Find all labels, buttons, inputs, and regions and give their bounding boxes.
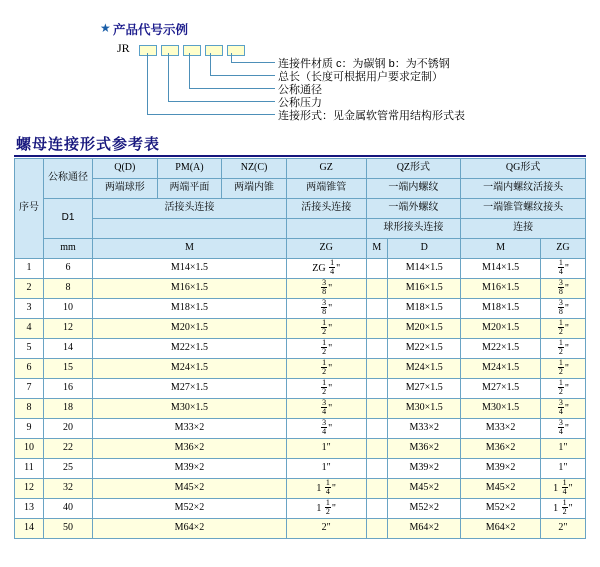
header-unit-m: M (93, 239, 287, 259)
cell-seq: 1 (15, 259, 44, 279)
cell-dn: 6 (44, 259, 93, 279)
callout-nominal-diameter: 公称通径 (278, 84, 322, 96)
cell-qz-m (366, 419, 388, 439)
cell-qz-m (366, 279, 388, 299)
cell-seq: 9 (15, 419, 44, 439)
cell-qg-m: M20×1.5 (461, 319, 541, 339)
star-icon: ★ (100, 21, 111, 35)
header-unit-qg-zg: ZG (540, 239, 585, 259)
cell-qz-d: M18×1.5 (388, 299, 461, 319)
header-spacer-gz (286, 219, 366, 239)
cell-qz-m (366, 499, 388, 519)
cell-gz: 1" (286, 459, 366, 479)
nut-connection-table (14, 158, 586, 539)
header-group-qd-code: Q(D) (93, 159, 158, 179)
code-box-2 (161, 45, 179, 56)
table-row (15, 459, 586, 479)
cell-qg-zg: $\frac{3}{8}$ " (540, 279, 585, 299)
cell-qg-m: M39×2 (461, 459, 541, 479)
cell-qd: M36×2 (93, 439, 287, 459)
header-unit-qg-m: M (461, 239, 541, 259)
cell-seq: 6 (15, 359, 44, 379)
header-nz-line2: 两端内锥 (222, 179, 287, 199)
cell-qz-m (366, 439, 388, 459)
table-header-row-3 (15, 199, 586, 219)
table-row (15, 279, 586, 299)
callout-connection-type: 连接形式：见金属软管常用结构形式表 (278, 110, 465, 122)
header-seq: 序号 (15, 159, 44, 259)
cell-seq: 3 (15, 299, 44, 319)
cell-seq: 10 (15, 439, 44, 459)
header-unit-qz-m: M (366, 239, 388, 259)
table-row (15, 479, 586, 499)
table-header-row-1 (15, 159, 586, 179)
table-row (15, 339, 586, 359)
header-group-qz-code: QZ形式 (366, 159, 461, 179)
cell-dn: 25 (44, 459, 93, 479)
leader-line-1 (147, 53, 148, 114)
cell-seq: 7 (15, 379, 44, 399)
cell-qg-m: M64×2 (461, 519, 541, 539)
cell-qz-m (366, 479, 388, 499)
callout-nominal-pressure: 公称压力 (278, 97, 322, 109)
cell-qg-zg: 1 $\frac{1}{2}$ " (540, 499, 585, 519)
cell-gz: ZG $\frac{1}{4}$ " (286, 259, 366, 279)
cell-qz-d: M36×2 (388, 439, 461, 459)
cell-qd: M22×1.5 (93, 339, 287, 359)
code-box-4 (205, 45, 223, 56)
cell-gz: $\frac{3}{8}$ " (286, 299, 366, 319)
cell-qg-m: M33×2 (461, 419, 541, 439)
cell-qg-m: M27×1.5 (461, 379, 541, 399)
cell-qz-d: M33×2 (388, 419, 461, 439)
cell-qz-d: M22×1.5 (388, 339, 461, 359)
cell-seq: 8 (15, 399, 44, 419)
cell-qz-d: M14×1.5 (388, 259, 461, 279)
cell-qz-d: M30×1.5 (388, 399, 461, 419)
header-dn: 公称通径 (44, 159, 93, 199)
cell-qg-m: M52×2 (461, 499, 541, 519)
cell-qg-m: M18×1.5 (461, 299, 541, 319)
table-header-row-4 (15, 219, 586, 239)
header-gz-line2: 两端锥管 (286, 179, 366, 199)
header-spacer (93, 219, 287, 239)
cell-qz-d: M27×1.5 (388, 379, 461, 399)
cell-dn: 20 (44, 419, 93, 439)
header-qg-line3: 一端锥管螺纹接头 (461, 199, 586, 219)
callout-total-length: 总长（长度可根据用户要求定制） (278, 71, 443, 83)
cell-qg-zg: 2" (540, 519, 585, 539)
header-merged-left: 活接头连接 (93, 199, 287, 219)
header-group-gz-code: GZ (286, 159, 366, 179)
cell-qg-zg: $\frac{3}{8}$ " (540, 299, 585, 319)
cell-dn: 32 (44, 479, 93, 499)
code-box-1 (139, 45, 157, 56)
cell-dn: 40 (44, 499, 93, 519)
cell-qg-m: M14×1.5 (461, 259, 541, 279)
cell-qg-m: M16×1.5 (461, 279, 541, 299)
cell-qz-d: M24×1.5 (388, 359, 461, 379)
leader-h-4 (210, 75, 275, 76)
header-qz-line3: 一端外螺纹 (366, 199, 461, 219)
cell-dn: 22 (44, 439, 93, 459)
cell-qz-d: M39×2 (388, 459, 461, 479)
cell-gz: $\frac{1}{2}$ " (286, 359, 366, 379)
cell-qg-m: M30×1.5 (461, 399, 541, 419)
table-row (15, 439, 586, 459)
leader-line-5 (231, 53, 232, 62)
header-qd-line2: 两端球形 (93, 179, 158, 199)
cell-qg-m: M36×2 (461, 439, 541, 459)
cell-dn: 18 (44, 399, 93, 419)
cell-qd: M39×2 (93, 459, 287, 479)
cell-qz-m (366, 459, 388, 479)
leader-line-3 (189, 53, 190, 88)
cell-qg-zg: $\frac{1}{4}$ " (540, 259, 585, 279)
code-box-5 (227, 45, 245, 56)
header-merged-qg: 连接 (461, 219, 586, 239)
header-d1: D1 (44, 199, 93, 239)
cell-qd: M33×2 (93, 419, 287, 439)
cell-qd: M18×1.5 (93, 299, 287, 319)
cell-seq: 14 (15, 519, 44, 539)
cell-seq: 4 (15, 319, 44, 339)
cell-gz: $\frac{1}{2}$ " (286, 379, 366, 399)
header-unit-zg: ZG (286, 239, 366, 259)
cell-dn: 16 (44, 379, 93, 399)
cell-qz-d: M64×2 (388, 519, 461, 539)
header-merged-gz: 活接头连接 (286, 199, 366, 219)
cell-gz: $\frac{3}{4}$ " (286, 419, 366, 439)
cell-seq: 12 (15, 479, 44, 499)
cell-qz-m (366, 519, 388, 539)
cell-gz: $\frac{3}{8}$ " (286, 279, 366, 299)
table-row (15, 399, 586, 419)
cell-qg-zg: 1" (540, 459, 585, 479)
code-boxes (139, 43, 249, 61)
cell-qg-zg: $\frac{1}{2}$ " (540, 339, 585, 359)
table-row (15, 379, 586, 399)
table-header-row-2 (15, 179, 586, 199)
cell-gz: 1 $\frac{1}{4}$ " (286, 479, 366, 499)
code-box-3 (183, 45, 201, 56)
cell-qd: M52×2 (93, 499, 287, 519)
cell-qg-m: M45×2 (461, 479, 541, 499)
cell-gz: $\frac{3}{4}$ " (286, 399, 366, 419)
header-unit-qz-d: D (388, 239, 461, 259)
cell-qd: M20×1.5 (93, 319, 287, 339)
table-row (15, 319, 586, 339)
cell-qg-m: M22×1.5 (461, 339, 541, 359)
cell-qd: M64×2 (93, 519, 287, 539)
page-title: 螺母连接形式参考表 (16, 136, 161, 153)
cell-qz-d: M52×2 (388, 499, 461, 519)
table-row (15, 359, 586, 379)
table-row (15, 519, 586, 539)
cell-qg-zg: 1" (540, 439, 585, 459)
cell-dn: 12 (44, 319, 93, 339)
table-row (15, 419, 586, 439)
cell-seq: 13 (15, 499, 44, 519)
cell-gz: 2" (286, 519, 366, 539)
cell-qz-d: M16×1.5 (388, 279, 461, 299)
cell-dn: 8 (44, 279, 93, 299)
cell-qg-zg: $\frac{3}{4}$ " (540, 399, 585, 419)
cell-gz: $\frac{1}{2}$ " (286, 319, 366, 339)
header-qg-line2: 一端内螺纹活接头 (461, 179, 586, 199)
title-divider (14, 155, 586, 157)
cell-qd: M45×2 (93, 479, 287, 499)
header-group-pm-code: PM(A) (157, 159, 222, 179)
cell-gz: 1" (286, 439, 366, 459)
table-header-row-5 (15, 239, 586, 259)
product-code-legend (0, 0, 600, 130)
header-qz-line2: 一端内螺纹 (366, 179, 461, 199)
cell-qd: M14×1.5 (93, 259, 287, 279)
code-prefix: JR (117, 41, 130, 55)
cell-qz-m (366, 259, 388, 279)
cell-qz-m (366, 299, 388, 319)
cell-gz: 1 $\frac{1}{2}$ " (286, 499, 366, 519)
cell-seq: 5 (15, 339, 44, 359)
cell-seq: 11 (15, 459, 44, 479)
leader-line-2 (168, 53, 169, 101)
table-row (15, 299, 586, 319)
cell-qz-d: M45×2 (388, 479, 461, 499)
legend-title: 产品代号示例 (113, 23, 189, 37)
leader-h-2 (168, 101, 275, 102)
callout-material: 连接件材质 c：为碳钢 b：为不锈钢 (278, 58, 450, 70)
cell-gz: $\frac{1}{2}$ " (286, 339, 366, 359)
cell-qg-zg: $\frac{3}{4}$ " (540, 419, 585, 439)
cell-qg-m: M24×1.5 (461, 359, 541, 379)
leader-h-5 (231, 62, 275, 63)
cell-qz-m (366, 379, 388, 399)
cell-qg-zg: $\frac{1}{2}$ " (540, 319, 585, 339)
cell-dn: 50 (44, 519, 93, 539)
leader-line-4 (210, 53, 211, 75)
header-group-qg-code: QG形式 (461, 159, 586, 179)
cell-qz-m (366, 339, 388, 359)
header-merged-qz: 球形接头连接 (366, 219, 461, 239)
cell-qd: M30×1.5 (93, 399, 287, 419)
cell-qd: M27×1.5 (93, 379, 287, 399)
header-group-nz-code: NZ(C) (222, 159, 287, 179)
cell-qz-m (366, 399, 388, 419)
table-row (15, 499, 586, 519)
cell-qz-m (366, 319, 388, 339)
cell-qg-zg: $\frac{1}{2}$ " (540, 379, 585, 399)
cell-dn: 14 (44, 339, 93, 359)
table-row (15, 259, 586, 279)
header-pm-line2: 两端平面 (157, 179, 222, 199)
cell-dn: 15 (44, 359, 93, 379)
cell-qz-m (366, 359, 388, 379)
leader-h-3 (189, 88, 275, 89)
cell-qg-zg: $\frac{1}{2}$ " (540, 359, 585, 379)
cell-dn: 10 (44, 299, 93, 319)
cell-qd: M24×1.5 (93, 359, 287, 379)
cell-qg-zg: 1 $\frac{1}{4}$ " (540, 479, 585, 499)
header-unit-mm: mm (44, 239, 93, 259)
leader-h-1 (147, 114, 275, 115)
cell-qd: M16×1.5 (93, 279, 287, 299)
cell-qz-d: M20×1.5 (388, 319, 461, 339)
cell-seq: 2 (15, 279, 44, 299)
